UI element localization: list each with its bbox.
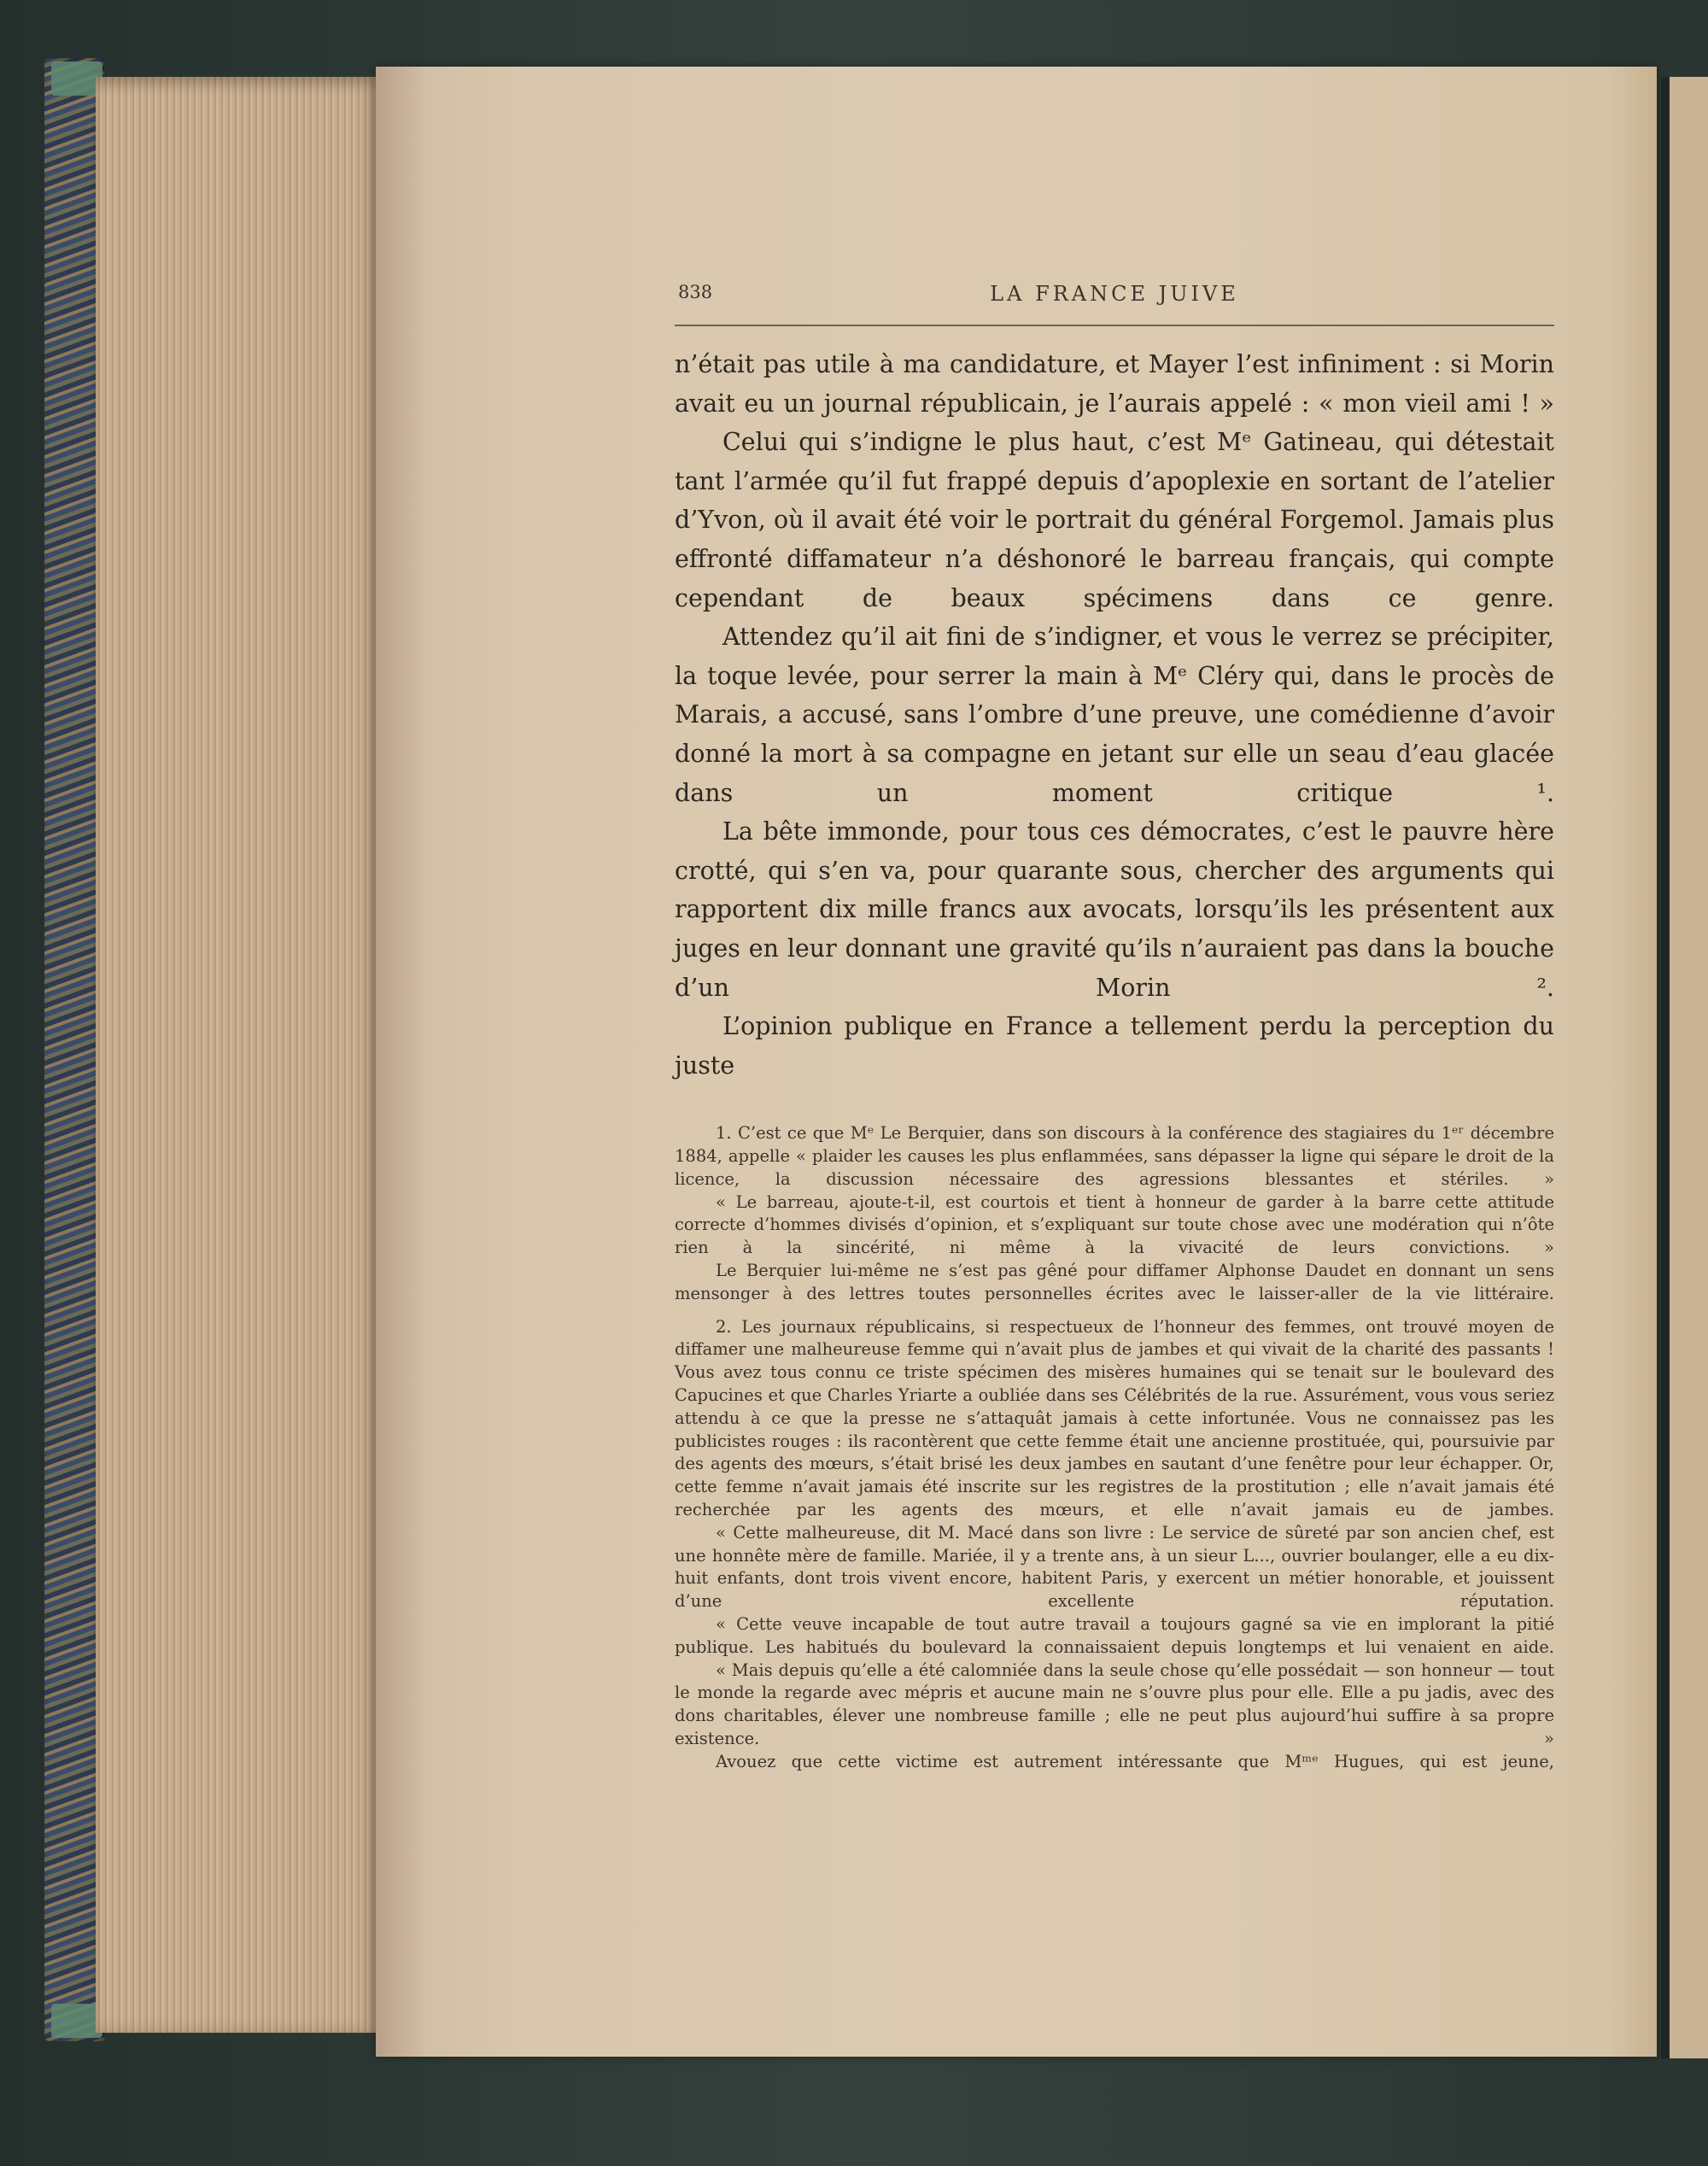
- main-text: [675, 345, 1554, 1085]
- facing-page-edge: [1661, 77, 1708, 2058]
- footnote: Le Berquier lui-même ne s’est pas gêné pour diffamer Alphonse Daudet en donnant un sens mensonger à des lettres toutes personnelles écrites avec le laisser-aller de la vie littéraire.: [675, 1261, 1554, 1303]
- footnote: « Cette malheureuse, dit M. Macé dans son livre : Le service de sûreté par son ancien chef, est une honnête mère de famille. Mariée, il y a trente ans, à un sieur L..., ouvrier boulanger, elle a eu dix-huit enfants, dont trois vivent encore, habitent Paris, y exercent un métier honorable, et jouissent d’une excellente réputation.: [675, 1522, 1554, 1612]
- footnote: « Le barreau, ajoute-t-il, est courtois et tient à honneur de garder à la barre cette attitude correcte d’hommes divisés d’opinion, et s’expliquant sur toute chose avec une modération qui n’ôte rien à la sincérité, ni même à la vivacité de leurs convictions. »: [675, 1191, 1554, 1258]
- running-head: [675, 282, 1554, 326]
- paragraph: L’opinion publique en France a tellement perdu la perception du juste: [675, 1012, 1554, 1080]
- paragraph: n’était pas utile à ma candidature, et Mayer l’est infiniment : si Morin avait eu un journal républicain, je l’aurais appelé : « mon vieil ami ! »: [675, 350, 1554, 418]
- page-number: 838: [678, 282, 713, 302]
- paragraph: Celui qui s’indigne le plus haut, c’est Mᵉ Gatineau, qui détestait tant l’armée qu’il fut frappé depuis d’apoplexie en sortant de l’atelier d’Yvon, où il avait été voir le portrait du général Forgemol. Jamais plus effronté diffamateur n’a déshonoré le barreau français, qui compte cependant de beaux spécimens dans ce genre.: [675, 428, 1554, 612]
- paragraph: La bête immonde, pour tous ces démocrates, c’est le pauvre hère crotté, qui s’en va, pour quarante sous, chercher des arguments qui rapportent dix mille francs aux avocats, lorsqu’ils les présentent aux juges en leur donnant une gravité qu’ils n’auraient pas dans la bouche d’un Morin ².: [675, 817, 1554, 1002]
- footnotes: [675, 1122, 1554, 1773]
- footnote: 1. C’est ce que Mᵉ Le Berquier, dans son discours à la conférence des stagiaires du 1ᵉʳ décembre 1884, appelle « plaider les causes les plus enflammées, sans dépasser la ligne qui sépare le droit de la licence, la discussion nécessaire des agressions blessantes et stériles. »: [675, 1123, 1554, 1189]
- footnote: 2. Les journaux républicains, si respectueux de l’honneur des femmes, ont trouvé moyen de diffamer une malheureuse femme qui n’avait plus de jambes et qui vivait de la charité des passants ! Vous avez tous connu ce triste spécimen des misères humaines qui se tenait sur le boulevard des Capucines et que Charles Yriarte a oubliée dans ses Célébrités de la rue. Assurément, vous vous seriez attendu à ce que la presse ne s’attaquât jamais à cette infortunée. Vous ne connaissez pas les publicistes rouges : ils racontèrent que cette femme était une ancienne prostituée, qui, poursuivie par des agents des mœurs, s’était brisé les deux jambes en sautant d’une fenêtre pour leur échapper. Or, cette femme n’avait jamais été inscrite sur les registres de la prostitution ; elle n’avait jamais été recherchée par les agents des mœurs, et elle n’avait jamais eu de jambes.: [675, 1316, 1554, 1520]
- footnote: Avouez que cette victime est autrement intéressante que Mᵐᵉ Hugues, qui est jeune,: [716, 1751, 1554, 1771]
- footnote: « Mais depuis qu’elle a été calomniée dans la seule chose qu’elle possédait — son honneur — tout le monde la regarde avec mépris et aucune main ne s’ouvre plus pour elle. Elle a pu jadis, avec des dons charitables, élever une nombreuse famille ; elle ne peut plus aujourd’hui suffire à sa propre existence. »: [675, 1660, 1554, 1748]
- page-stack-edge: [96, 77, 383, 2033]
- footnote: « Cette veuve incapable de tout autre travail a toujours gagné sa vie en implorant la pitié publique. Les habitués du boulevard la connaissaient depuis longtemps et lui venaient en aide.: [675, 1614, 1554, 1657]
- paragraph: Attendez qu’il ait fini de s’indigner, et vous le verrez se précipiter, la toque levée, pour serrer la main à Mᵉ Cléry qui, dans le procès de Marais, a accusé, sans l’ombre d’une preuve, une comédienne d’avoir donné la mort à sa compagne en jetant sur elle un seau d’eau glacée dans un moment critique ¹.: [675, 623, 1554, 807]
- page-content: [675, 282, 1554, 1774]
- cover-corner-top: [51, 61, 102, 96]
- cover-corner-bottom: [51, 2004, 102, 2038]
- running-title: LA FRANCE JUIVE: [990, 282, 1239, 306]
